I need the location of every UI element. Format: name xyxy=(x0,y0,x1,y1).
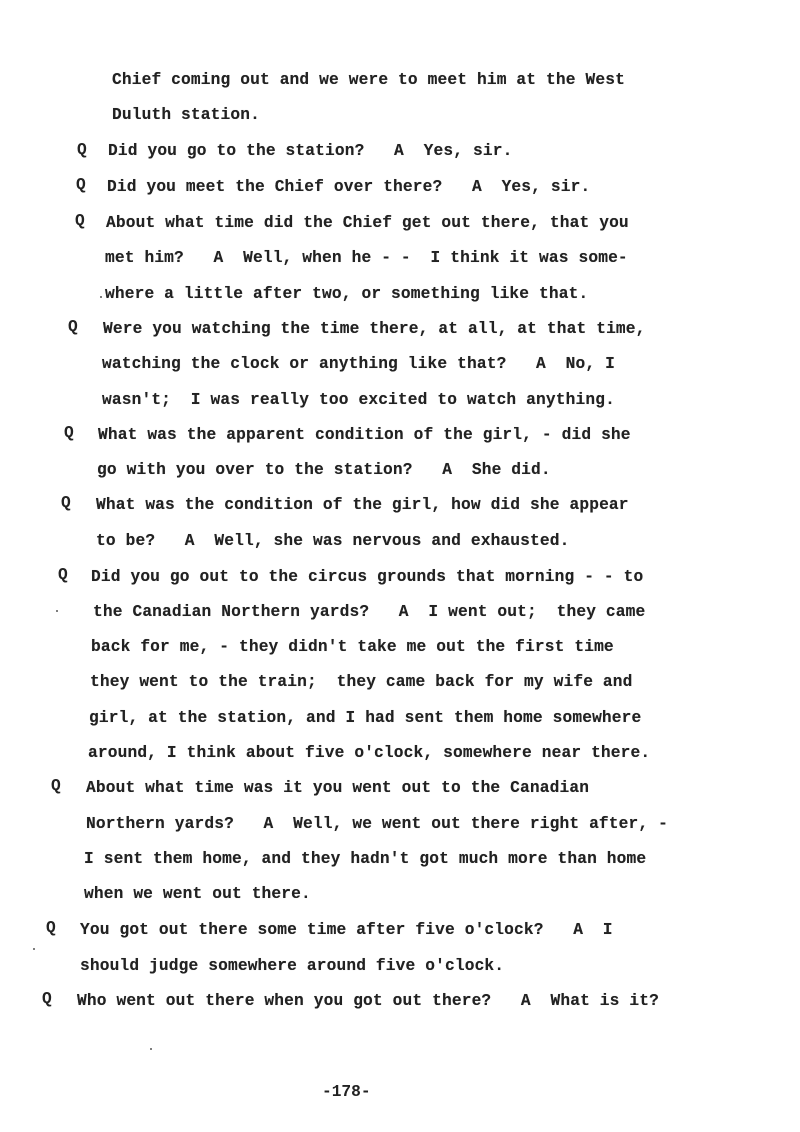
transcript-line: Did you meet the Chief over there? A Yes, sir. xyxy=(107,178,591,196)
transcript-line: they went to the train; they came back for my wife and xyxy=(90,673,633,691)
question-marker: Q xyxy=(51,777,61,795)
transcript-line: wasn't; I was really too excited to watch anything. xyxy=(102,391,615,409)
transcript-line: Duluth station. xyxy=(112,106,260,124)
question-marker: Q xyxy=(42,990,52,1008)
transcript-line: Chief coming out and we were to meet him at the West xyxy=(112,71,625,89)
scan-speck xyxy=(56,610,58,612)
transcript-line: Did you go to the station? A Yes, sir. xyxy=(108,142,513,160)
transcript-line: back for me, - they didn't take me out the first time xyxy=(91,638,614,656)
transcript-line: watching the clock or anything like that? A No, I xyxy=(102,355,615,373)
transcript-line: Did you go out to the circus grounds that morning - - to xyxy=(91,568,644,586)
question-marker: Q xyxy=(61,494,71,512)
question-marker: Q xyxy=(46,919,56,937)
transcript-line: What was the condition of the girl, how did she appear xyxy=(96,496,629,514)
transcript-line: to be? A Well, she was nervous and exhausted. xyxy=(96,532,570,550)
transcript-line: where a little after two, or something like that. xyxy=(105,285,589,303)
transcript-line: around, I think about five o'clock, somewhere near there. xyxy=(88,744,651,762)
scan-speck xyxy=(150,1048,152,1050)
scan-speck xyxy=(100,296,102,298)
scan-speck xyxy=(33,948,35,950)
transcript-line: What was the apparent condition of the girl, - did she xyxy=(98,426,631,444)
page-number: -178- xyxy=(322,1083,371,1101)
question-marker: Q xyxy=(64,424,74,442)
question-marker: Q xyxy=(75,212,85,230)
transcript-line: Who went out there when you got out there? A What is it? xyxy=(77,992,659,1010)
transcript-line: met him? A Well, when he - - I think it was some- xyxy=(105,249,628,267)
transcript-line: I sent them home, and they hadn't got much more than home xyxy=(84,850,647,868)
question-marker: Q xyxy=(76,176,86,194)
question-marker: Q xyxy=(77,141,87,159)
transcript-line: the Canadian Northern yards? A I went out; they came xyxy=(93,603,646,621)
transcript-line: About what time did the Chief get out there, that you xyxy=(106,214,629,232)
transcript-line: should judge somewhere around five o'clock. xyxy=(80,957,505,975)
transcript-line: You got out there some time after five o'clock? A I xyxy=(80,921,613,939)
transcript-line: when we went out there. xyxy=(84,885,311,903)
transcript-line: About what time was it you went out to the Canadian xyxy=(86,779,590,797)
transcript-line: go with you over to the station? A She did. xyxy=(97,461,551,479)
question-marker: Q xyxy=(68,318,78,336)
transcript-line: Northern yards? A Well, we went out there right after, - xyxy=(86,815,668,833)
transcript-line: Were you watching the time there, at all, at that time, xyxy=(103,320,646,338)
question-marker: Q xyxy=(58,566,68,584)
transcript-line: girl, at the station, and I had sent them home somewhere xyxy=(89,709,642,727)
